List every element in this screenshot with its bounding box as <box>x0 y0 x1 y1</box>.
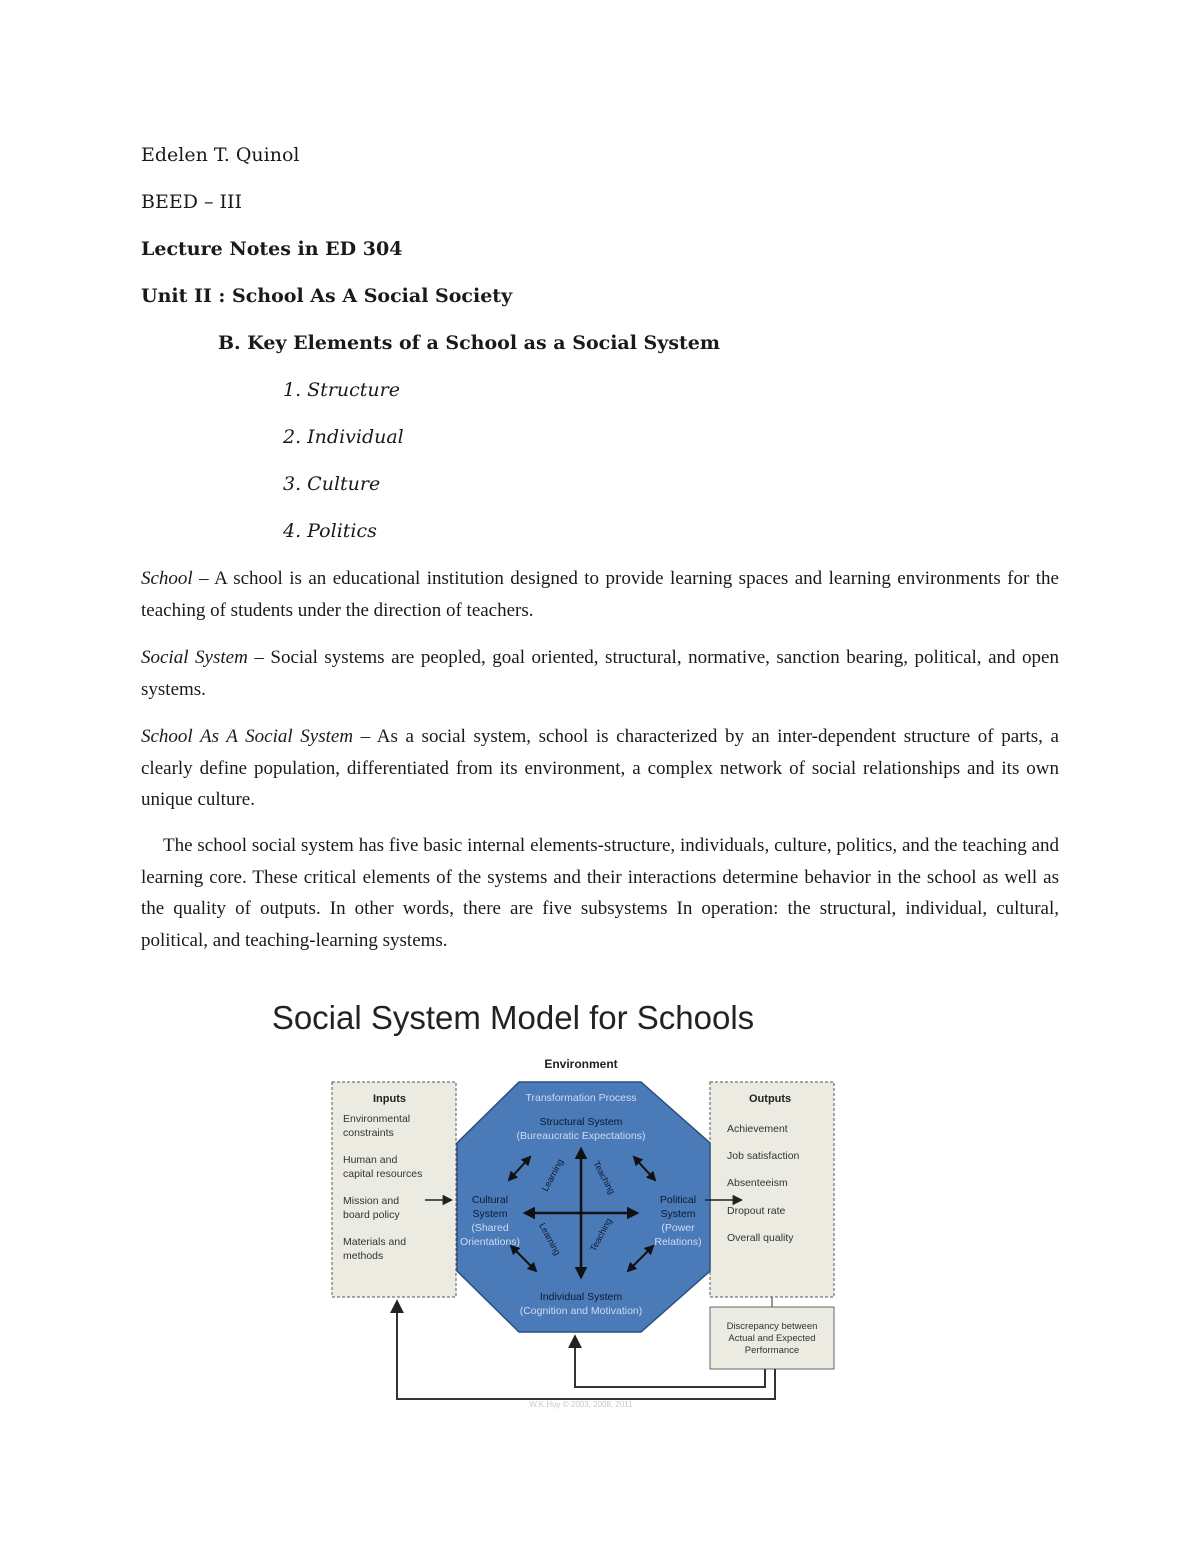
definition-term: School <box>141 568 193 589</box>
author-name: Edelen T. Quinol <box>141 144 300 166</box>
political-system-sub: Relations) <box>654 1236 702 1248</box>
discrepancy-label: Actual and Expected <box>728 1333 816 1344</box>
discrepancy-label: Performance <box>744 1345 800 1356</box>
core-teaching-label: Teaching <box>591 1159 617 1196</box>
individual-system-sub: (Cognition and Motivation) <box>519 1305 643 1317</box>
input-item: Environmental <box>343 1113 411 1125</box>
input-item: constraints <box>343 1127 394 1139</box>
input-item: Mission and <box>343 1195 400 1207</box>
definition-term: Social System <box>141 647 248 668</box>
cultural-system-label: System <box>472 1208 508 1220</box>
inputs-title: Inputs <box>373 1093 406 1105</box>
definition-text: – As a social system, school is characterized by an inter-dependent structure of parts, a clearly define population, differentiated from its environment, a complex network of social relationships and its own unique culture. <box>141 726 1059 810</box>
input-item: board policy <box>343 1209 400 1221</box>
input-item: methods <box>343 1250 384 1262</box>
list-item: 3. Culture <box>283 473 381 495</box>
cultural-system-label: Cultural <box>471 1194 509 1206</box>
document-title: Lecture Notes in ED 304 <box>141 238 403 260</box>
structural-system-label: Structural System <box>539 1116 623 1128</box>
definition-text: – A school is an educational institution designed to provide learning spaces and learning environments for the teaching of students under the direction of teachers. <box>141 568 1059 621</box>
output-item: Job satisfaction <box>727 1150 800 1162</box>
definition-social-system <box>141 642 1059 705</box>
discrepancy-label: Discrepancy between <box>726 1321 818 1332</box>
list-item: 2. Individual <box>283 426 404 448</box>
individual-system-label: Individual System <box>539 1291 623 1303</box>
input-item: Materials and <box>343 1236 407 1248</box>
core-learning-label: Learning <box>537 1221 563 1257</box>
figure-title: Social System Model for Schools <box>271 999 755 1036</box>
output-item: Absenteeism <box>727 1177 788 1189</box>
output-item: Overall quality <box>727 1232 794 1244</box>
social-system-model-figure <box>271 995 845 1410</box>
definition-text: – Social systems are peopled, goal oriented, structural, normative, sanction bearing, political, and open systems. <box>141 647 1059 700</box>
transformation-label: Transformation Process <box>525 1092 637 1104</box>
course-year: BEED – III <box>141 191 243 213</box>
cultural-system-sub: (Shared <box>471 1222 509 1234</box>
section-heading: B. Key Elements of a School as a Social System <box>218 332 720 354</box>
list-item: 4. Politics <box>283 520 377 542</box>
outputs-title: Outputs <box>749 1093 792 1105</box>
core-learning-label: Learning <box>539 1157 566 1193</box>
input-item: Human and <box>343 1154 398 1166</box>
structural-system-sub: (Bureaucratic Expectations) <box>516 1130 646 1142</box>
body-paragraph: The school social system has five basic internal elements-structure, individuals, culture, politics, and the teaching and learning core. These critical elements of the systems and their interactions determine behavior in the school as well as the quality of outputs. In other words, there are five subsystems In operation: the structural, individual, cultural, political, and teaching-learning systems. <box>141 835 1059 951</box>
output-item: Dropout rate <box>727 1205 786 1217</box>
core-teaching-label: Teaching <box>587 1216 614 1253</box>
input-item: capital resources <box>343 1168 423 1180</box>
unit-heading: Unit II : School As A Social Society <box>141 285 513 307</box>
figure-credit: W.K.Hoy © 2003, 2008, 2011 <box>529 1400 633 1409</box>
definition-school-social-system <box>141 721 1059 816</box>
political-system-sub: (Power <box>661 1222 695 1234</box>
political-system-label: System <box>660 1208 696 1220</box>
output-item: Achievement <box>727 1123 788 1135</box>
environment-label: Environment <box>544 1057 618 1071</box>
definition-school <box>141 563 1059 626</box>
list-item: 1. Structure <box>283 379 400 401</box>
cultural-system-sub: Orientations) <box>459 1236 521 1248</box>
political-system-label: Political <box>659 1194 697 1206</box>
outputs-box <box>710 1082 834 1297</box>
definition-term: School As A Social System <box>141 726 354 747</box>
